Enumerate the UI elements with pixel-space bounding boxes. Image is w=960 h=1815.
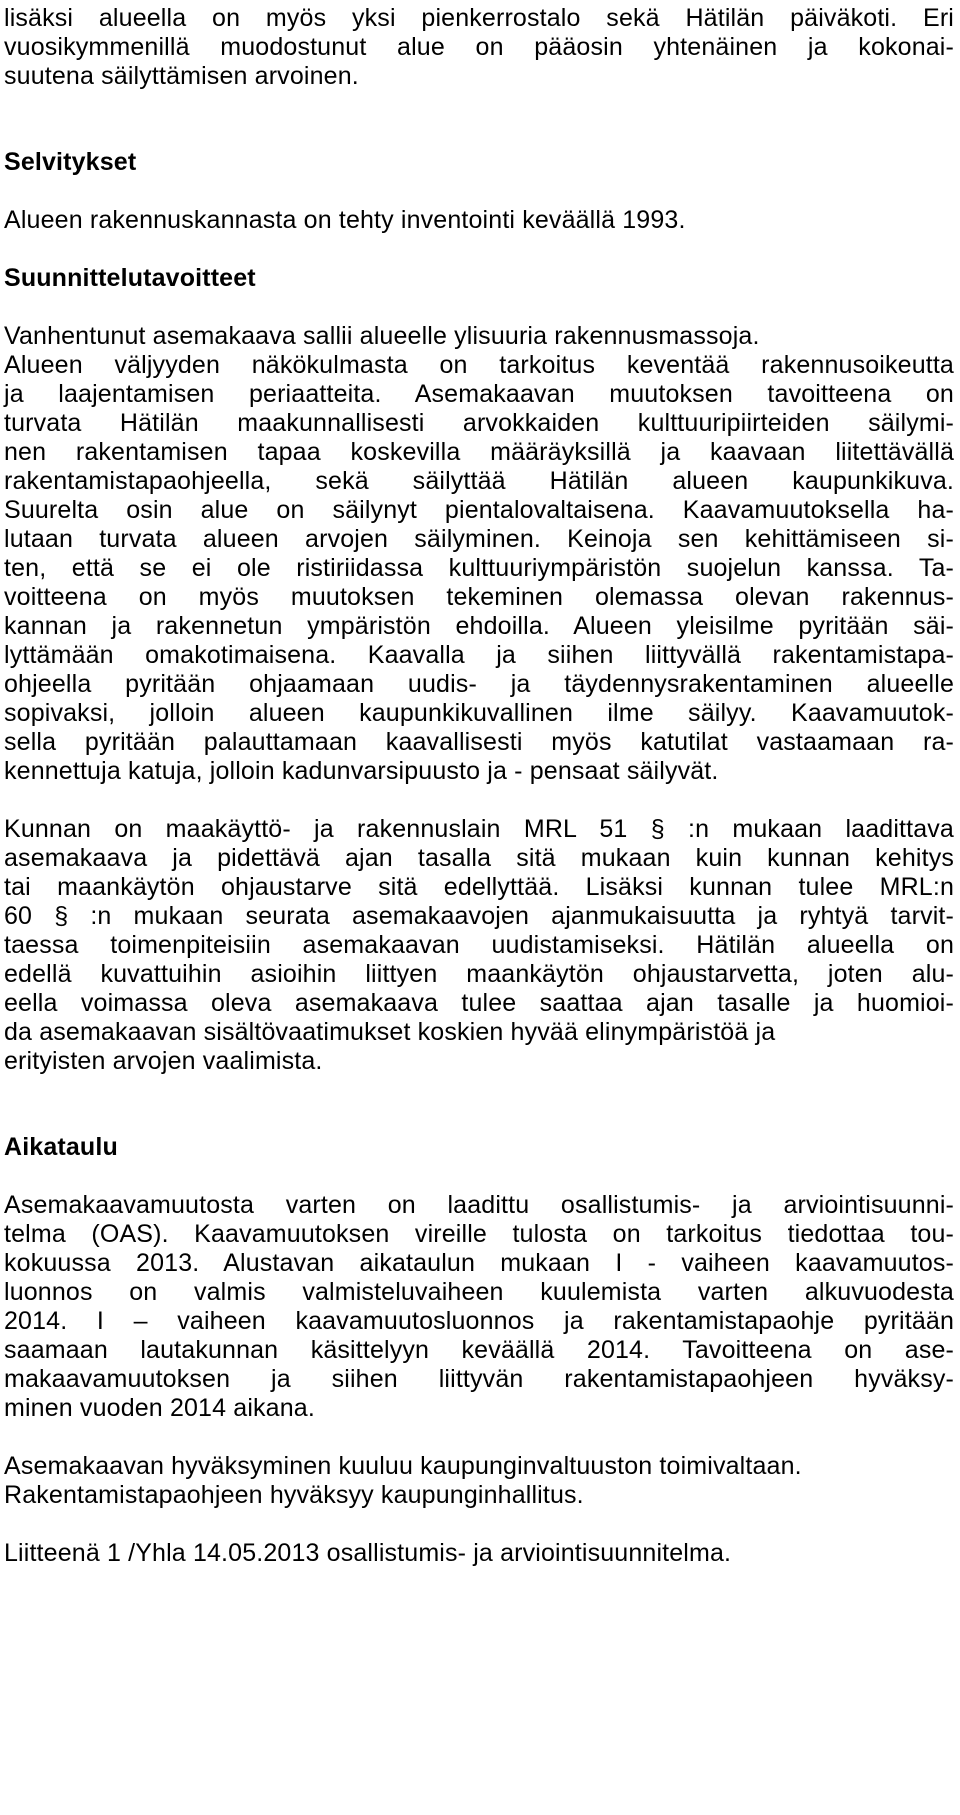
appendix-note: Liitteenä 1 /Yhla 14.05.2013 osallistumis- ja arviointisuunnitelma. [4, 1539, 732, 1567]
paragraph-line: Vanhentunut asemakaava sallii alueelle ylisuuria rakennusmassoja. [4, 322, 760, 350]
paragraph-line: taessa toimenpiteisiin asemakaavan uudistamiseksi. Hätilän alueella on [4, 931, 954, 959]
paragraph-line: lutaan turvata alueen arvojen säilyminen. Keinoja sen kehittämiseen si- [4, 525, 954, 553]
paragraph-line: nen rakentamisen tapaa koskevilla määräyksillä ja kaavaan liitettävällä [4, 438, 954, 466]
paragraph-line: ohjeella pyritään ohjaamaan uudis- ja täydennysrakentaminen alueelle [4, 670, 954, 698]
paragraph-line: ja laajentamisen periaatteita. Asemakaavan muutoksen tavoitteena on [4, 380, 954, 408]
paragraph-line: makaavamuutoksen ja siihen liittyvän rakentamistapaohjeen hyväksy- [4, 1365, 954, 1393]
paragraph-line: asemakaava ja pidettävä ajan tasalla sitä mukaan kuin kunnan kehitys [4, 844, 954, 872]
paragraph-line: lisäksi alueella on myös yksi pienkerrostalo sekä Hätilän päiväkoti. Eri [4, 4, 954, 32]
paragraph-line: sopivaksi, jolloin alueen kaupunkikuvallinen ilme säilyy. Kaavamuutok- [4, 699, 954, 727]
paragraph-line: rakentamistapaohjeella, sekä säilyttää Hätilän alueen kaupunkikuva. [4, 467, 954, 495]
paragraph-line: ten, että se ei ole ristiriidassa kulttuuriympäristön suojelun kanssa. Ta- [4, 554, 954, 582]
paragraph-line: Suurelta osin alue on säilynyt pientalovaltaisena. Kaavamuutoksella ha- [4, 496, 954, 524]
paragraph-line: 2014. I – vaiheen kaavamuutosluonnos ja rakentamistapaohje pyritään [4, 1307, 954, 1335]
paragraph-line: sella pyritään palauttamaan kaavallisesti myös katutilat vastaamaan ra- [4, 728, 954, 756]
paragraph-line: kokuussa 2013. Alustavan aikataulun mukaan I - vaiheen kaavamuutos- [4, 1249, 954, 1277]
paragraph-line: vuosikymmenillä muodostunut alue on pääosin yhtenäinen ja kokonai- [4, 33, 954, 61]
paragraph-line: luonnos on valmis valmisteluvaiheen kuulemista varten alkuvuodesta [4, 1278, 954, 1306]
paragraph-line: 60 § :n mukaan seurata asemakaavojen ajanmukaisuutta ja ryhtyä tarvit- [4, 902, 954, 930]
paragraph-line: eella voimassa oleva asemakaava tulee saattaa ajan tasalle ja huomioi- [4, 989, 954, 1017]
paragraph-line: kennettuja katuja, jolloin kadunvarsipuusto ja - pensaat säilyvät. [4, 757, 719, 785]
paragraph-line: Rakentamistapaohjeen hyväksyy kaupunginhallitus. [4, 1481, 584, 1509]
paragraph-line: tai maankäytön ohjaustarve sitä edellyttää. Lisäksi kunnan tulee MRL:n [4, 873, 954, 901]
paragraph-line: Asemakaavan hyväksyminen kuuluu kaupunginvaltuuston toimivaltaan. [4, 1452, 802, 1480]
heading-aikataulu: Aikataulu [4, 1133, 118, 1161]
paragraph-line: lyttämään omakotimaisena. Kaavalla ja siihen liittyvällä rakentamistapa- [4, 641, 954, 669]
paragraph-line: erityisten arvojen vaalimista. [4, 1047, 323, 1075]
heading-selvitykset: Selvitykset [4, 148, 137, 176]
paragraph-line: turvata Hätilän maakunnallisesti arvokkaiden kulttuuripiirteiden säilymi- [4, 409, 954, 437]
heading-suunnittelutavoitteet: Suunnittelutavoitteet [4, 264, 256, 292]
paragraph-line: kannan ja rakennetun ympäristön ehdoilla. Alueen yleisilme pyritään säi- [4, 612, 954, 640]
paragraph-line: Alueen rakennuskannasta on tehty inventointi keväällä 1993. [4, 206, 686, 234]
paragraph-line: minen vuoden 2014 aikana. [4, 1394, 315, 1422]
paragraph-line: saamaan lautakunnan käsittelyyn keväällä 2014. Tavoitteena on ase- [4, 1336, 954, 1364]
paragraph-line: telma (OAS). Kaavamuutoksen vireille tulosta on tarkoitus tiedottaa tou- [4, 1220, 954, 1248]
paragraph-line: edellä kuvattuihin asioihin liittyen maankäytön ohjaustarvetta, joten alu- [4, 960, 954, 988]
paragraph-line: voitteena on myös muutoksen tekeminen olemassa olevan rakennus- [4, 583, 954, 611]
paragraph-line: Kunnan on maakäyttö- ja rakennuslain MRL 51 § :n mukaan laadittava [4, 815, 954, 843]
paragraph-line: da asemakaavan sisältövaatimukset koskien hyvää elinympäristöä ja [4, 1018, 776, 1046]
paragraph-line: Alueen väljyyden näkökulmasta on tarkoitus keventää rakennusoikeutta [4, 351, 954, 379]
paragraph-line: suutena säilyttämisen arvoinen. [4, 62, 359, 90]
paragraph-line: Asemakaavamuutosta varten on laadittu osallistumis- ja arviointisuunni- [4, 1191, 954, 1219]
